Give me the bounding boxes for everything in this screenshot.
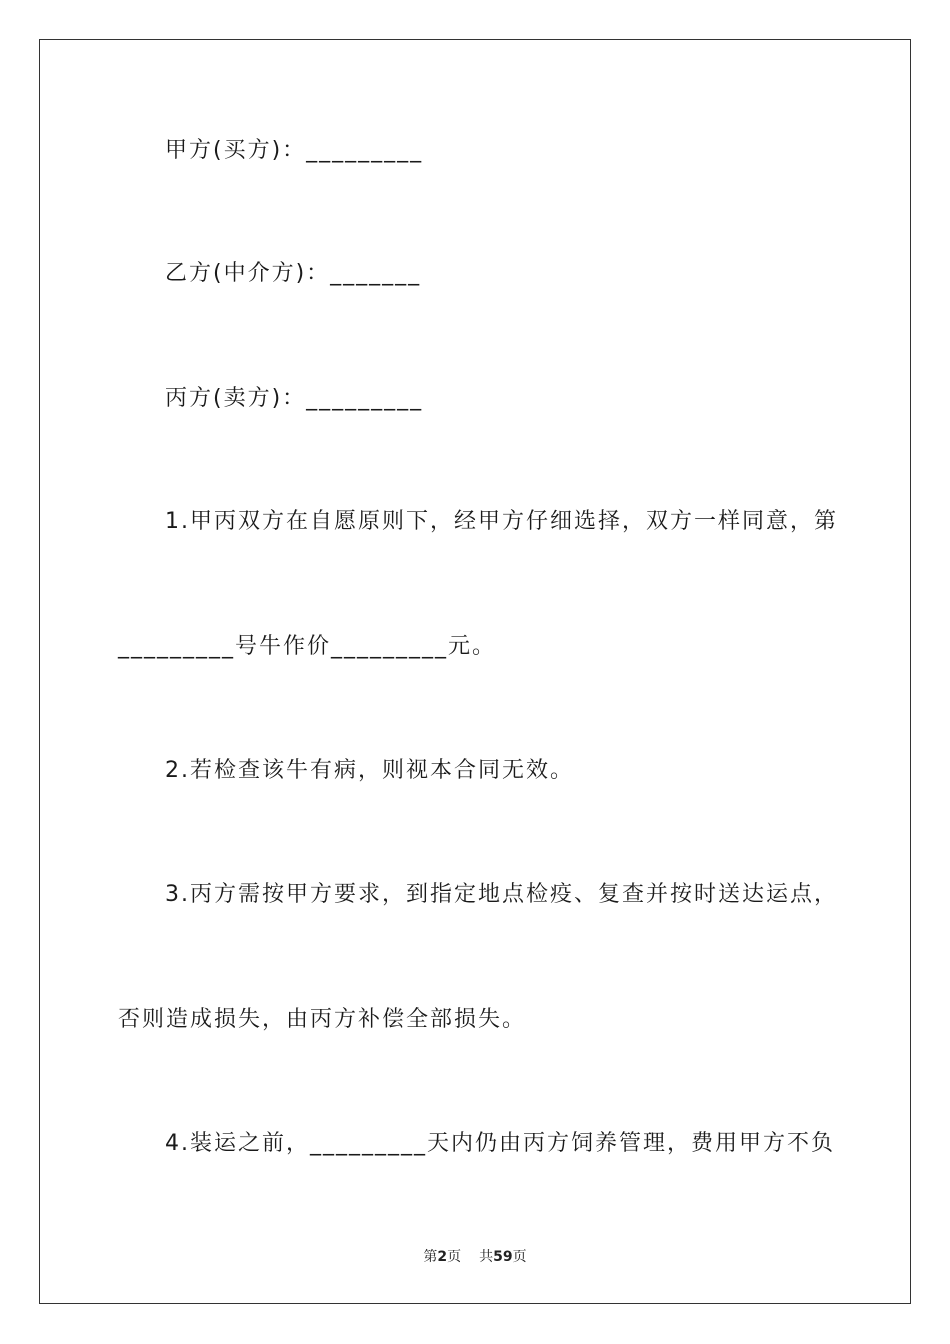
- clause-3-line-1: 3.丙方需按甲方要求，到指定地点检疫、复查并按时送达运点，: [165, 882, 838, 907]
- footer-page-number: 2: [437, 1249, 448, 1265]
- footer-total-pages: 59: [493, 1249, 513, 1265]
- footer-page-suffix: 页: [447, 1249, 462, 1265]
- party-c-line: 丙方(卖方)：_________: [165, 386, 424, 411]
- page-border: [39, 39, 911, 1304]
- clause-1-line-2: _________号牛作价_________元。: [118, 634, 497, 659]
- clause-4-line-1: 4.装运之前，_________天内仍由丙方饲养管理，费用甲方不负: [165, 1131, 835, 1156]
- clause-1-line-1: 1.甲丙双方在自愿原则下，经甲方仔细选择，双方一样同意，第: [165, 509, 838, 534]
- clause-2-line: 2.若检查该牛有病，则视本合同无效。: [165, 758, 574, 783]
- footer-total-suffix: 页: [512, 1249, 527, 1265]
- page-footer: [0, 1247, 950, 1267]
- footer-total-prefix: 共: [479, 1249, 494, 1265]
- party-b-line: 乙方(中介方)：_______: [165, 261, 422, 286]
- clause-3-line-2: 否则造成损失，由丙方补偿全部损失。: [118, 1007, 527, 1032]
- footer-page-prefix: 第: [423, 1249, 438, 1265]
- party-a-line: 甲方(买方)：_________: [165, 138, 424, 163]
